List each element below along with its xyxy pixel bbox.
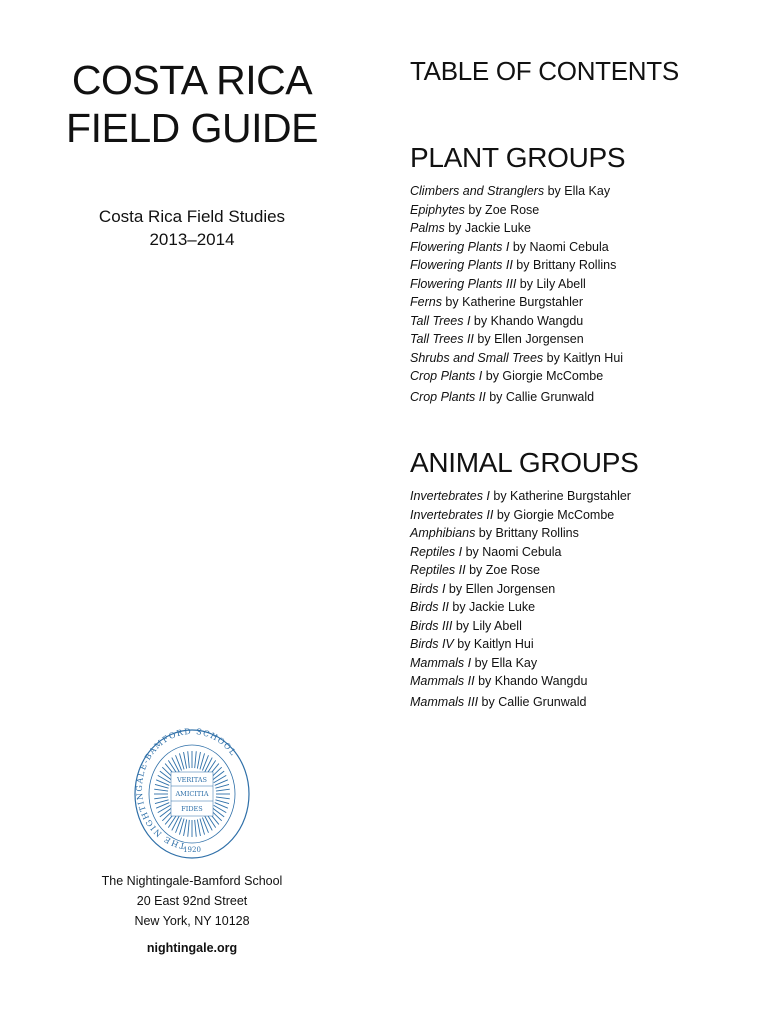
entry-author: by Ella Kay — [544, 184, 611, 198]
entry-title: Reptiles I — [410, 544, 463, 559]
entry-author: by Jackie Luke — [444, 221, 531, 235]
plant-group-entry[interactable] — [410, 367, 623, 386]
entry-author: by Katherine Burgstahler — [489, 489, 631, 503]
animal-group-entry[interactable] — [410, 672, 631, 691]
school-address — [0, 871, 384, 958]
entry-title: Flowering Plants I — [410, 239, 510, 254]
entry-author: by Katherine Burgstahler — [441, 295, 584, 309]
entry-author: by Ella Kay — [471, 655, 538, 670]
entry-author: by Zoe Rose — [464, 202, 540, 217]
entry-author: by Ellen Jorgensen — [473, 332, 584, 346]
guide-title — [0, 56, 384, 152]
entry-author: by Callie Grunwald — [478, 694, 587, 709]
entry-author: by Lily Abell — [516, 276, 586, 291]
guide-title-line2: FIELD GUIDE — [66, 105, 318, 151]
animal-groups-heading: ANIMAL GROUPS — [410, 447, 639, 478]
entry-title: Birds IV — [410, 637, 454, 651]
entry-title: Reptiles II — [410, 563, 466, 577]
entry-title: Flowering Plants III — [410, 276, 517, 291]
plant-group-entry[interactable] — [410, 293, 623, 312]
entry-title: Ferns — [410, 295, 442, 309]
entry-author: by Giorgie McCombe — [493, 507, 615, 522]
toc-title: TABLE OF CONTENTS — [410, 56, 679, 86]
seal-motto-fides: FIDES — [181, 805, 203, 813]
subtitle-program: Costa Rica Field Studies — [98, 207, 286, 226]
plant-group-entry[interactable] — [410, 330, 623, 349]
animal-group-entry[interactable] — [410, 598, 631, 617]
entry-author: by Naomi Cebula — [462, 544, 562, 559]
plant-group-entry[interactable] — [410, 312, 623, 331]
entry-title: Invertebrates II — [410, 507, 494, 522]
entry-title: Epiphytes — [410, 202, 465, 217]
guide-subtitle — [0, 205, 384, 251]
entry-author: by Brittany Rollins — [512, 258, 617, 272]
plant-group-entry[interactable] — [410, 349, 623, 368]
school-website-link[interactable]: nightingale.org — [146, 941, 238, 955]
entry-title: Mammals I — [410, 655, 472, 670]
entry-title: Mammals II — [410, 674, 475, 688]
entry-title: Amphibians — [410, 526, 476, 540]
entry-title: Crop Plants I — [410, 369, 483, 383]
animal-group-entry[interactable] — [410, 561, 631, 580]
school-name: The Nightingale-Bamford School — [101, 874, 283, 888]
animal-group-entry[interactable] — [410, 617, 631, 636]
plant-groups-heading: PLANT GROUPS — [410, 142, 626, 173]
animal-group-entry[interactable] — [410, 487, 631, 506]
animal-group-entry[interactable] — [410, 580, 631, 599]
guide-title-line1: COSTA RICA — [71, 57, 313, 103]
entry-author: by Khando Wangdu — [470, 313, 584, 328]
animal-group-entry[interactable] — [410, 506, 631, 525]
school-seal-logo — [134, 728, 250, 860]
entry-author: by Zoe Rose — [465, 563, 540, 577]
entry-title: Birds II — [410, 600, 449, 614]
entry-author: by Brittany Rollins — [475, 526, 579, 540]
entry-title: Tall Trees I — [410, 313, 471, 328]
entry-title: Palms — [410, 221, 445, 235]
plant-groups-list — [410, 182, 623, 406]
entry-author: by Kaitlyn Hui — [453, 637, 534, 651]
animal-group-entry[interactable] — [410, 654, 631, 673]
entry-author: by Kaitlyn Hui — [543, 350, 624, 365]
entry-title: Birds III — [410, 618, 453, 633]
plant-group-entry[interactable] — [410, 219, 623, 238]
animal-group-entry[interactable] — [410, 543, 631, 562]
entry-title: Shrubs and Small Trees — [410, 350, 544, 365]
entry-author: by Naomi Cebula — [509, 239, 609, 254]
entry-title: Birds I — [410, 581, 446, 596]
entry-author: by Callie Grunwald — [485, 389, 595, 404]
entry-title: Crop Plants II — [410, 389, 486, 404]
animal-group-entry[interactable] — [410, 693, 631, 712]
plant-group-entry[interactable] — [410, 388, 623, 407]
plant-group-entry[interactable] — [410, 238, 623, 257]
entry-author: by Giorgie McCombe — [482, 369, 604, 383]
entry-title: Invertebrates I — [410, 489, 490, 503]
plant-group-entry[interactable] — [410, 256, 623, 275]
school-city: New York, NY 10128 — [134, 914, 250, 928]
entry-author: by Jackie Luke — [448, 600, 536, 614]
entry-title: Flowering Plants II — [410, 258, 513, 272]
entry-title: Mammals III — [410, 694, 479, 709]
seal-motto-veritas: VERITAS — [176, 776, 208, 784]
entry-title: Climbers and Stranglers — [410, 184, 545, 198]
seal-year: 1920 — [183, 846, 201, 854]
subtitle-years: 2013–2014 — [149, 230, 235, 249]
animal-groups-list — [410, 487, 631, 711]
entry-author: by Lily Abell — [452, 618, 522, 633]
animal-group-entry[interactable] — [410, 635, 631, 654]
plant-group-entry[interactable] — [410, 275, 623, 294]
entry-author: by Khando Wangdu — [474, 674, 588, 688]
plant-group-entry[interactable] — [410, 182, 623, 201]
school-street: 20 East 92nd Street — [136, 894, 248, 908]
entry-author: by Ellen Jorgensen — [445, 581, 556, 596]
plant-group-entry[interactable] — [410, 201, 623, 220]
entry-title: Tall Trees II — [410, 332, 474, 346]
seal-ring-text: THE NIGHTINGALE-BAMFORD SCHOOL — [134, 728, 239, 851]
animal-group-entry[interactable] — [410, 524, 631, 543]
seal-motto-amicitia: AMICITIA — [175, 790, 209, 798]
